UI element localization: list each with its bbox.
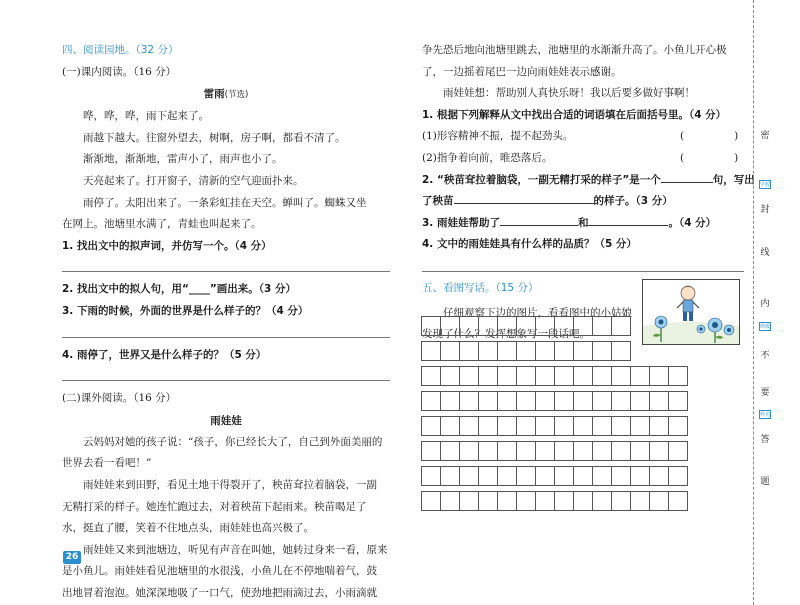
grid-cell[interactable]: [668, 466, 688, 486]
question-2-text-a: 2. “秧苗耷拉着脑袋，一副无精打采的样子”是一个: [422, 173, 661, 186]
grid-cell[interactable]: [573, 391, 593, 411]
story2-line: 水，挺直了腰，笑着不住地点头，雨娃娃也高兴极了。: [62, 522, 314, 535]
answer-blank[interactable]: [588, 215, 668, 226]
seal-char: 线: [760, 248, 770, 258]
left-column: [62, 40, 390, 604]
grid-cell[interactable]: [478, 316, 498, 336]
grid-cell[interactable]: [630, 391, 650, 411]
grid-cell[interactable]: [592, 366, 612, 386]
grid-cell[interactable]: [516, 441, 536, 461]
story2-line: 争先恐后地向池塘里跳去，池塘里的水渐渐升高了。小鱼儿开心极: [422, 44, 727, 56]
seal-char: 题: [760, 477, 770, 487]
grid-cell[interactable]: [611, 391, 631, 411]
story2-line: 云妈妈对她的孩子说：“孩子，你已经长大了，自己到外面美丽的: [83, 435, 383, 448]
grid-cell[interactable]: [668, 491, 688, 511]
seal-char: 要: [760, 388, 770, 398]
story1-paragraph: 渐渐地，渐渐地，雷声小了，雨声也小了。: [83, 153, 283, 166]
grid-cell[interactable]: [611, 366, 631, 386]
story1-title-note: (节选): [224, 90, 249, 101]
grid-cell[interactable]: [592, 416, 612, 436]
grid-cell[interactable]: [535, 391, 555, 411]
seal-line: [753, 0, 754, 605]
story1-paragraph: 天亮起来了。打开窗子，清新的空气迎面扑来。: [83, 174, 304, 187]
grid-cell[interactable]: [516, 391, 536, 411]
grid-cell[interactable]: [649, 466, 669, 486]
section5-title: 五、看图写话。（15 分）: [422, 281, 539, 294]
grid-cell[interactable]: [554, 416, 574, 436]
seal-mark: 班级: [760, 324, 771, 330]
question-2-text-c: 了秧苗: [422, 195, 454, 208]
grid-cell[interactable]: [459, 416, 479, 436]
grid-cell[interactable]: [516, 366, 536, 386]
grid-cell[interactable]: [554, 341, 574, 361]
grid-cell[interactable]: [516, 466, 536, 486]
grid-cell[interactable]: [516, 341, 536, 361]
answer-paren[interactable]: ( ): [680, 151, 739, 164]
grid-cell[interactable]: [478, 491, 498, 511]
story1-paragraph: 哗，哗，哗，雨下起来了。: [83, 110, 209, 123]
seal-char: 封: [760, 205, 770, 215]
grid-cell[interactable]: [573, 316, 593, 336]
story1-paragraph: 雨越下越大。往窗外望去，树啊，房子啊，都看不清了。: [83, 131, 346, 144]
question-4: 4. 文中的雨娃娃具有什么样的品质？（5 分）: [422, 238, 637, 251]
grid-cell[interactable]: [421, 316, 441, 336]
question-2-text-d: 的样子。（3 分）: [593, 195, 673, 208]
grid-cell[interactable]: [554, 366, 574, 386]
question-2: 2. 找出文中的拟人句，用“____”画出来。（3 分）: [62, 283, 296, 296]
grid-cell[interactable]: [573, 466, 593, 486]
story2-line: 了，一边摇着尾巴一边向雨娃娃表示感谢。: [422, 65, 622, 78]
section5-line: 发现了什么？发挥想象写一段话吧。: [422, 328, 590, 341]
section4-title: 四、阅读园地。（32 分）: [62, 44, 179, 56]
grid-cell[interactable]: [592, 491, 612, 511]
grid-cell[interactable]: [535, 316, 555, 336]
story1-paragraph: 在网上。池塘里水满了，青蛙也叫起来了。: [62, 218, 262, 231]
writing-grid[interactable]: [421, 316, 687, 516]
grid-cell[interactable]: [497, 441, 517, 461]
grid-cell[interactable]: [592, 341, 612, 361]
grid-cell[interactable]: [497, 341, 517, 361]
grid-cell[interactable]: [668, 441, 688, 461]
grid-cell[interactable]: [535, 491, 555, 511]
grid-cell[interactable]: [421, 441, 441, 461]
seal-mark: 学校: [760, 182, 771, 188]
question-1b: [422, 148, 744, 170]
grid-cell[interactable]: [554, 491, 574, 511]
grid-cell[interactable]: [535, 441, 555, 461]
grid-cell[interactable]: [649, 416, 669, 436]
grid-cell[interactable]: [421, 341, 441, 361]
seal-mark: 姓名: [760, 412, 771, 418]
grid-cell[interactable]: [668, 391, 688, 411]
story2-title: 雨娃娃: [210, 414, 242, 427]
grid-cell[interactable]: [440, 416, 460, 436]
grid-cell[interactable]: [611, 491, 631, 511]
grid-cell[interactable]: [535, 366, 555, 386]
grid-cell[interactable]: [478, 366, 498, 386]
story2-line: 无精打采的样子。她连忙跑过去，对着秧苗下起雨来。秧苗喝足了: [62, 500, 367, 513]
story2-line: 雨娃娃又来到池塘边，听见有声音在叫她，她转过身来一看，原来: [83, 543, 388, 556]
grid-cell[interactable]: [421, 366, 441, 386]
story1-title-text: 雷雨: [203, 88, 225, 101]
grid-cell[interactable]: [440, 341, 460, 361]
grid-cell[interactable]: [649, 391, 669, 411]
grid-cell[interactable]: [554, 316, 574, 336]
seal-char: 不: [760, 351, 770, 361]
question-3-text-c: 。（4 分）: [668, 216, 717, 229]
part1-heading: (一)课内阅读。（16 分）: [62, 65, 177, 78]
grid-cell[interactable]: [440, 466, 460, 486]
grid-cell[interactable]: [459, 316, 479, 336]
story2-line: 世界去看一看吧！”: [62, 457, 152, 470]
question-3-text-a: 3. 雨娃娃帮助了: [422, 216, 500, 229]
grid-row: [421, 491, 687, 511]
grid-cell[interactable]: [421, 416, 441, 436]
grid-cell[interactable]: [478, 441, 498, 461]
seal-char: 内: [760, 299, 770, 309]
grid-cell[interactable]: [668, 416, 688, 436]
grid-cell[interactable]: [630, 441, 650, 461]
grid-row: [421, 366, 687, 386]
grid-cell[interactable]: [516, 316, 536, 336]
grid-cell[interactable]: [611, 341, 631, 361]
answer-paren[interactable]: ( ): [680, 130, 739, 143]
seal-char: 答: [760, 435, 770, 445]
question-2: [422, 170, 755, 192]
grid-cell[interactable]: [592, 316, 612, 336]
story2-line: 雨娃娃来到田野，看见土地干得裂开了，秧苗耷拉着脑袋，一副: [83, 478, 377, 491]
answer-blank[interactable]: [454, 193, 594, 204]
grid-cell[interactable]: [630, 466, 650, 486]
grid-cell[interactable]: [421, 491, 441, 511]
grid-cell[interactable]: [611, 441, 631, 461]
grid-cell[interactable]: [421, 466, 441, 486]
question-3: [422, 213, 744, 235]
grid-cell[interactable]: [440, 366, 460, 386]
grid-cell[interactable]: [630, 491, 650, 511]
question-1a-text: (1)形容精神不振，提不起劲头。: [422, 130, 574, 143]
grid-cell[interactable]: [459, 441, 479, 461]
grid-cell[interactable]: [478, 416, 498, 436]
grid-cell[interactable]: [497, 316, 517, 336]
grid-cell[interactable]: [592, 466, 612, 486]
grid-cell[interactable]: [497, 391, 517, 411]
grid-cell[interactable]: [649, 491, 669, 511]
grid-cell[interactable]: [592, 391, 612, 411]
grid-cell[interactable]: [497, 416, 517, 436]
question-2-cont: [422, 191, 744, 213]
grid-cell[interactable]: [554, 466, 574, 486]
grid-cell[interactable]: [649, 366, 669, 386]
grid-cell[interactable]: [611, 316, 631, 336]
grid-row: [421, 391, 687, 411]
question-1: 1. 根据下列解释从文中找出合适的词语填在后面括号里。（4 分）: [422, 108, 727, 121]
grid-cell[interactable]: [554, 391, 574, 411]
grid-cell[interactable]: [535, 466, 555, 486]
grid-cell[interactable]: [459, 491, 479, 511]
grid-cell[interactable]: [478, 391, 498, 411]
grid-cell[interactable]: [478, 341, 498, 361]
grid-cell[interactable]: [573, 341, 593, 361]
grid-cell[interactable]: [459, 466, 479, 486]
page-number: 26: [63, 551, 81, 564]
grid-cell[interactable]: [440, 391, 460, 411]
answer-blank[interactable]: [500, 215, 578, 226]
question-2-text-b: 句，写出: [712, 173, 755, 186]
grid-cell[interactable]: [497, 466, 517, 486]
story2-line: 是小鱼儿。雨娃娃看见池塘里的水很浅，小鱼儿在不停地喘着气，鼓: [62, 565, 377, 578]
grid-cell[interactable]: [440, 316, 460, 336]
grid-cell[interactable]: [668, 366, 688, 386]
grid-cell[interactable]: [459, 366, 479, 386]
grid-cell[interactable]: [478, 466, 498, 486]
grid-cell[interactable]: [421, 391, 441, 411]
story2-line: 出地冒着泡泡。她深深地吸了一口气，使劲地把雨滴过去，小雨滴就: [62, 586, 377, 599]
question-3: 3. 下雨的时候，外面的世界是什么样子的？（4 分）: [62, 304, 309, 317]
grid-cell[interactable]: [630, 416, 650, 436]
grid-cell[interactable]: [573, 416, 593, 436]
grid-cell[interactable]: [611, 466, 631, 486]
question-4: 4. 雨停了，世界又是什么样子的？（5 分）: [62, 348, 267, 361]
story2-line: 雨娃娃想：帮助别人真快乐呀！我以后要多做好事啊！: [443, 87, 695, 100]
story1-paragraph: 雨停了。太阳出来了。一条彩虹挂在天空。蝉叫了。蜘蛛又坐: [83, 196, 367, 209]
grid-cell[interactable]: [516, 416, 536, 436]
grid-cell[interactable]: [440, 441, 460, 461]
grid-cell[interactable]: [573, 441, 593, 461]
grid-cell[interactable]: [649, 441, 669, 461]
grid-cell[interactable]: [535, 416, 555, 436]
question-1b-text: (2)指争着向前，唯恐落后。: [422, 151, 553, 164]
grid-cell[interactable]: [459, 341, 479, 361]
grid-cell[interactable]: [497, 491, 517, 511]
grid-row: [421, 341, 687, 361]
grid-cell[interactable]: [573, 491, 593, 511]
grid-cell[interactable]: [592, 441, 612, 461]
question-1a: [422, 126, 744, 148]
seal-char: 密: [760, 131, 770, 141]
grid-row: [421, 316, 687, 336]
grid-cell[interactable]: [497, 366, 517, 386]
grid-cell[interactable]: [459, 391, 479, 411]
question-3-text-b: 和: [577, 216, 589, 229]
grid-cell[interactable]: [630, 366, 650, 386]
grid-row: [421, 466, 687, 486]
question-1: 1. 找出文中的拟声词，并仿写一个。（4 分）: [62, 239, 272, 252]
grid-cell[interactable]: [516, 491, 536, 511]
answer-blank[interactable]: [661, 172, 713, 183]
grid-cell[interactable]: [573, 366, 593, 386]
part2-heading: (二)课外阅读。（16 分）: [62, 392, 177, 405]
grid-cell[interactable]: [440, 491, 460, 511]
grid-row: [421, 416, 687, 436]
grid-cell[interactable]: [611, 416, 631, 436]
grid-cell[interactable]: [535, 341, 555, 361]
grid-row: [421, 441, 687, 461]
section5-line: 仔细观察下边的图片，看看图中的小姑娘: [443, 306, 632, 319]
grid-cell[interactable]: [554, 441, 574, 461]
story1-title: [62, 83, 390, 106]
